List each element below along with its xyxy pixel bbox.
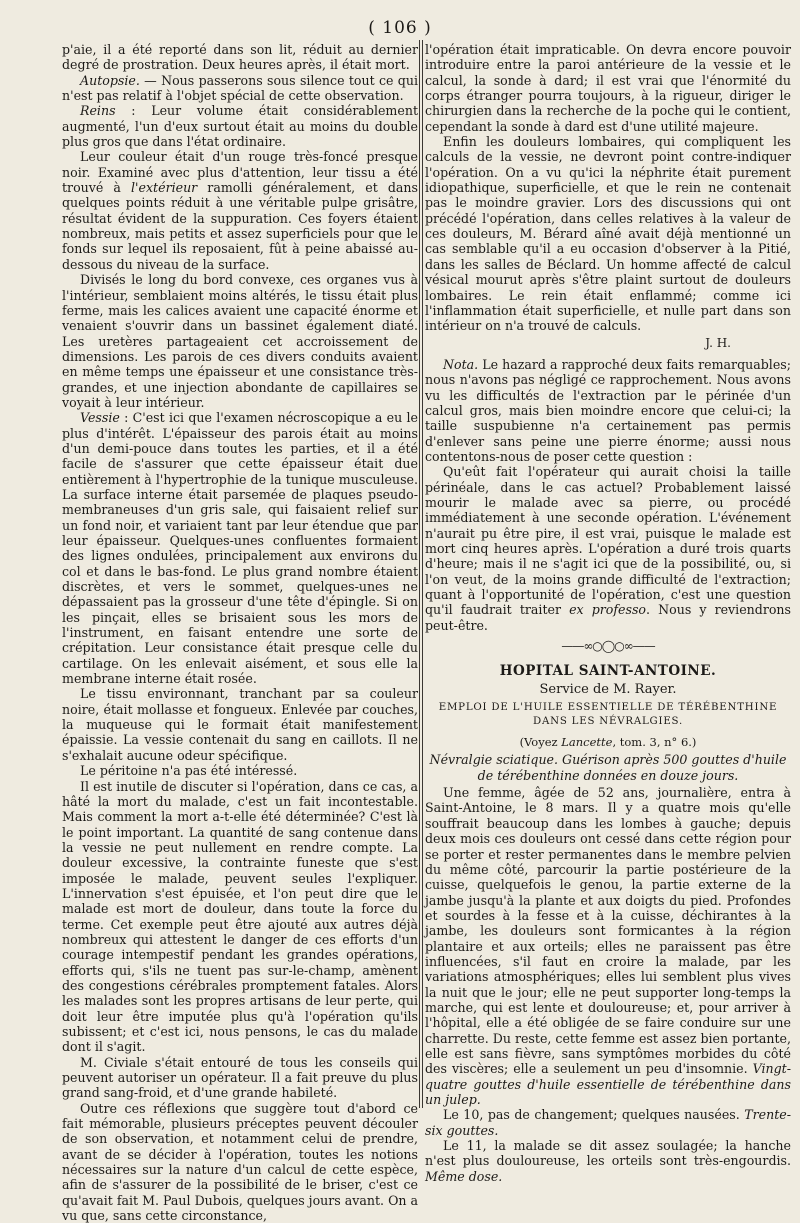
text-run: Le 11, la malade se dit assez soulagée; la hanche n'est plus douloureuse, les orteils sont très-engourdis.: [425, 1138, 791, 1169]
left-column: [62, 42, 418, 1223]
paragraph: [62, 410, 418, 686]
paragraph: [62, 779, 418, 1055]
paragraph: [425, 42, 791, 134]
text-run: p'aie, il a été reporté dans son lit, réduit au dernier degré de prostration. Deux heures après, il était mort.: [62, 42, 418, 73]
reference-before: (Voyez: [519, 735, 562, 750]
author-signature: J. H.: [705, 335, 731, 350]
text-run: Le tissu environnant, tranchant par sa couleur noire, était mollasse et fongueux. Enlevée par couches, la muqueuse qui le formait était manifestement épaissie. La vessie contenait du sang en caillots. Il ne s'exhalait aucune odeur spécifique.: [62, 686, 418, 763]
text-run: Le péritoine n'a pas été intéressé.: [80, 763, 298, 779]
hospital-heading: HOPITAL SAINT-ANTOINE.: [499, 663, 717, 680]
paragraph: [62, 272, 418, 410]
italic-text: Reins: [80, 103, 116, 119]
paragraph: [425, 134, 791, 333]
text-run: Le 10, pas de changement; quelques nausées.: [443, 1107, 745, 1123]
text-run: . Nous y reviendrons peut-être.: [425, 602, 791, 633]
text-run: Il est inutile de discuter si l'opération, dans ce cas, a hâté la mort du malade, c'est un fait incontestable. Mais comment la mort a-t-elle été déterminée? C'est là le point important. La quantité de sang contenue dans la vessie ne peut nullement en rendre compte. La douleur excessive, la contrainte funeste que s'est imposée le malade, peuvent seules l'expliquer. L'innervation s'est épuisée, et l'on peut dire que le malade est mort de douleur, dans toute la force du terme. Cet exemple peut être ajouté aux autres déjà nombreux qui attestent le danger de ces efforts d'un courage intempestif pendant les grandes opérations, efforts qui, s'ils ne tuent pas sur-le-champ, amènent des congestions cérébrales promptement fatales. Alors les malades sont les propres artisans de leur perte, qui doit leur être imputée plus qu'à l'opération qu'ils subissent; et c'est ici, nous pensons, le cas du malade dont il s'agit.: [62, 778, 418, 1055]
paragraph: [62, 763, 418, 778]
text-run: Outre ces réflexions que suggère tout d'abord ce fait mémorable, plusieurs préceptes peuvent découler de son observation, et notamment celui de prendre, avant de se décider à l'opération, toutes les notions nécessaires sur la nature d'un calcul de cette espèce, afin de s'assurer de la possibilité de le briser, c'est ce qu'avait fait M. Paul Dubois, quelques jours avant. On a vu que, sans cette circonstance,: [62, 1100, 419, 1223]
text-run: Qu'eût fait l'opérateur qui aurait choisi la taille périnéale, dans le cas actuel? Probablement laissé mourir le malade avec sa pierre, ou procédé immédiatement à une seconde opération. L'événement n'aurait pu être pire, il est vrai, puisque le malade est mort cinq heures après. L'opération a duré trois quarts d'heure; mais il ne s'agit ici que de la possibilité, ou, si l'on veut, de la moins grande difficulté de l'extraction; quant à l'opportunité de l'opération, c'est une question qu'il faudrait traiter: [425, 464, 791, 618]
text-run: Une femme, âgée de 52 ans, journalière, entra à Saint-Antoine, le 8 mars. Il y a quatre mois qu'elle souffrait beaucoup dans les lombes à gauche; depuis deux mois ces douleurs ont cessé dans cette région pour se porter et rester permanentes dans le membre pelvien du même côté, parcourir la partie postérieure de la cuisse, quelquefois le genou, la partie externe de la jambe jusqu'à la plante et aux doigts du pied. Profondes et sourdes à la fesse et à la cuisse, déchirantes à la jambe, les douleurs sont formicantes à la région plantaire et aux orteils; elles ne paraissent pas être influencées, s'il faut en croire la malade, par les variations atmosphériques; elles lui semblent plus vives la nuit que le jour; elle ne peut supporter long-temps la marche, qui est lente et douloureuse; et, pour arriver à l'hôpital, elle a été obligée de se faire conduire sur une charrette. Du reste, cette femme est assez bien portante, elle est sans fièvre, sans symptômes morbides du côté des viscères; elle a seulement un peu d'insomnie.: [425, 785, 791, 1077]
column-divider: [419, 40, 423, 1108]
ornament-divider: ——∞○◯○∞——: [561, 639, 655, 654]
italic-text: Autopsie.: [80, 72, 140, 88]
paragraph: [62, 42, 418, 73]
text-run: ramolli généralement, et dans quelques points réduit à une véritable pulpe grisâtre, résultat évident de la suppuration. Ces foyers étaient nombreux, mais petits et assez superficiels pour que le fonds sur lequel ils reposaient, fût à peine abaissé au-dessous du niveau de la surface.: [62, 180, 418, 272]
italic-text: ex professo: [569, 602, 647, 618]
paragraph: [62, 73, 418, 104]
paragraph: [62, 1101, 418, 1223]
italic-text: Vingt-quatre gouttes d'huile essentielle de térébenthine dans un julep.: [425, 1061, 791, 1107]
text-run: Leur couleur était d'un rouge très-foncé presque noir. Examiné avec plus d'attention, leur tissu a été trouvé à: [62, 149, 418, 196]
italic-text: Trente-six gouttes.: [425, 1107, 791, 1138]
paragraph: [425, 464, 791, 633]
italic-text: l'extérieur: [131, 180, 198, 196]
text-run: : Leur volume était considérablement augmenté, l'un d'eux surtout était au moins du double plus gros que dans l'état ordinaire.: [62, 103, 418, 150]
case-title: Névralgie sciatique. Guérison après 500 gouttes d'huile de térébenthine données en douze jours.: [429, 752, 787, 783]
paragraph: [425, 357, 791, 464]
right-column: [425, 42, 791, 1184]
case-text: [425, 785, 791, 1184]
nota-text: [425, 357, 791, 633]
italic-text: Vessie: [80, 410, 120, 426]
text-run: — Nous passerons sous silence tout ce qui n'est pas relatif à l'objet spécial de cette observation.: [62, 72, 418, 104]
paragraph: [425, 785, 791, 1107]
paragraph: [425, 1138, 791, 1184]
text-run: Enfin les douleurs lombaires, qui compliquent les calculs de la vessie, ne devront point contre-indiquer l'opération. On a vu qu'ici la néphrite était purement idiopathique, superficielle, et que le rein ne contenait pas le moindre gravier. Lors des discussions qui ont précédé l'opération, dans celles relatives à la valeur de ces douleurs, M. Bérard aîné avait déjà mentionné un cas semblable qu'il a eu occasion d'observer à la Pitié, dans les salles de Béclard. Un homme affecté de calcul vésical mourut après s'être plaint surtout de douleurs lombaires. Le rein était enflammé; comme ici l'inflammation était superficielle, et nulle part dans son intérieur on n'a trouvé de calculs.: [425, 134, 791, 334]
paragraph: [425, 1107, 791, 1138]
reference-after: , tom. 3, n° 6.): [612, 735, 697, 750]
page-number: ( 106 ): [368, 18, 432, 38]
text-run: M. Civiale s'était entouré de tous les conseils qui peuvent autoriser un opérateur. Il a fait preuve du plus grand sang-froid, et d'une grande habileté.: [62, 1054, 418, 1101]
article-title: EMPLOI DE L'HUILE ESSENTIELLE DE TÉRÉBENTHINE DANS LES NÉVRALGIES.: [438, 702, 778, 728]
text-run: l'opération était impraticable. On devra encore pouvoir introduire entre la paroi antérieure de la vessie et le calcul, la sonde à dard; il est vrai que l'énormité du corps étranger pourra toujours, à la rigueur, diriger le chirurgien dans la recherche de la poche qui le contient, cependant la sonde à dard est d'une utilité majeure.: [425, 42, 791, 134]
paragraph: [62, 149, 418, 272]
italic-text: Même dose.: [425, 1168, 503, 1184]
reference-journal: Lancette: [561, 735, 613, 750]
reference-line: [425, 735, 791, 750]
paragraph: [62, 1055, 418, 1101]
italic-text: Nota.: [443, 356, 479, 372]
paragraph: [62, 686, 418, 763]
service-heading: Service de M. Rayer.: [539, 681, 677, 697]
right-top-text: [425, 42, 791, 334]
text-run: Divisés le long du bord convexe, ces organes vus à l'intérieur, semblaient moins altérés, le tissu était plus ferme, mais les calices avaient une capacité énorme et venaient s'ouvrir dans un bassinet également diaté. Les uretères partageaient cet accroissement de dimensions. Les parois de ces divers conduits avaient en même temps une épaisseur et une consistance très-grandes, et une injection abondante de capillaires se voyait à leur intérieur.: [62, 272, 418, 410]
text-run: Le hazard a rapproché deux faits remarquables; nous n'avons pas négligé ce rapprochement. Nous avons vu les difficultés de l'extraction par le périnée d'un calcul gros, mais bien moindre encore que celui-ci; la taille suspubienne n'a certainement pas permis d'enlever sans peine une pierre énorme; aussi nous contentons-nous de poser cette question :: [425, 356, 791, 464]
paragraph: [62, 103, 418, 149]
text-run: : C'est ici que l'examen nécroscopique a eu le plus d'intérêt. L'épaisseur des parois était au moins d'un demi-pouce dans toutes les parties, et il a été facile de s'assurer que cette épaisseur était due entièrement à l'hypertrophie de la tunique musculeuse. La surface interne était parsemée de plaques pseudo-membraneuses d'un gris sale, qui faisaient relief sur un fond noir, et variaient tant par leur étendue que par leur épaisseur. Quelques-unes confluentes formaient des lignes ondulées, principalement aux environs du col et dans le bas-fond. Le plus grand nombre étaient discrètes, et vers le sommet, quelques-unes ne dépassaient pas la grosseur d'une tête d'épingle. Si on les pinçait, elles se brisaient sous les mors de l'instrument, en faisant entendre une sorte de crépitation. Leur consistance était presque celle du cartilage. On les enlevait aisément, et sous elle la membrane interne était rosée.: [62, 410, 418, 687]
